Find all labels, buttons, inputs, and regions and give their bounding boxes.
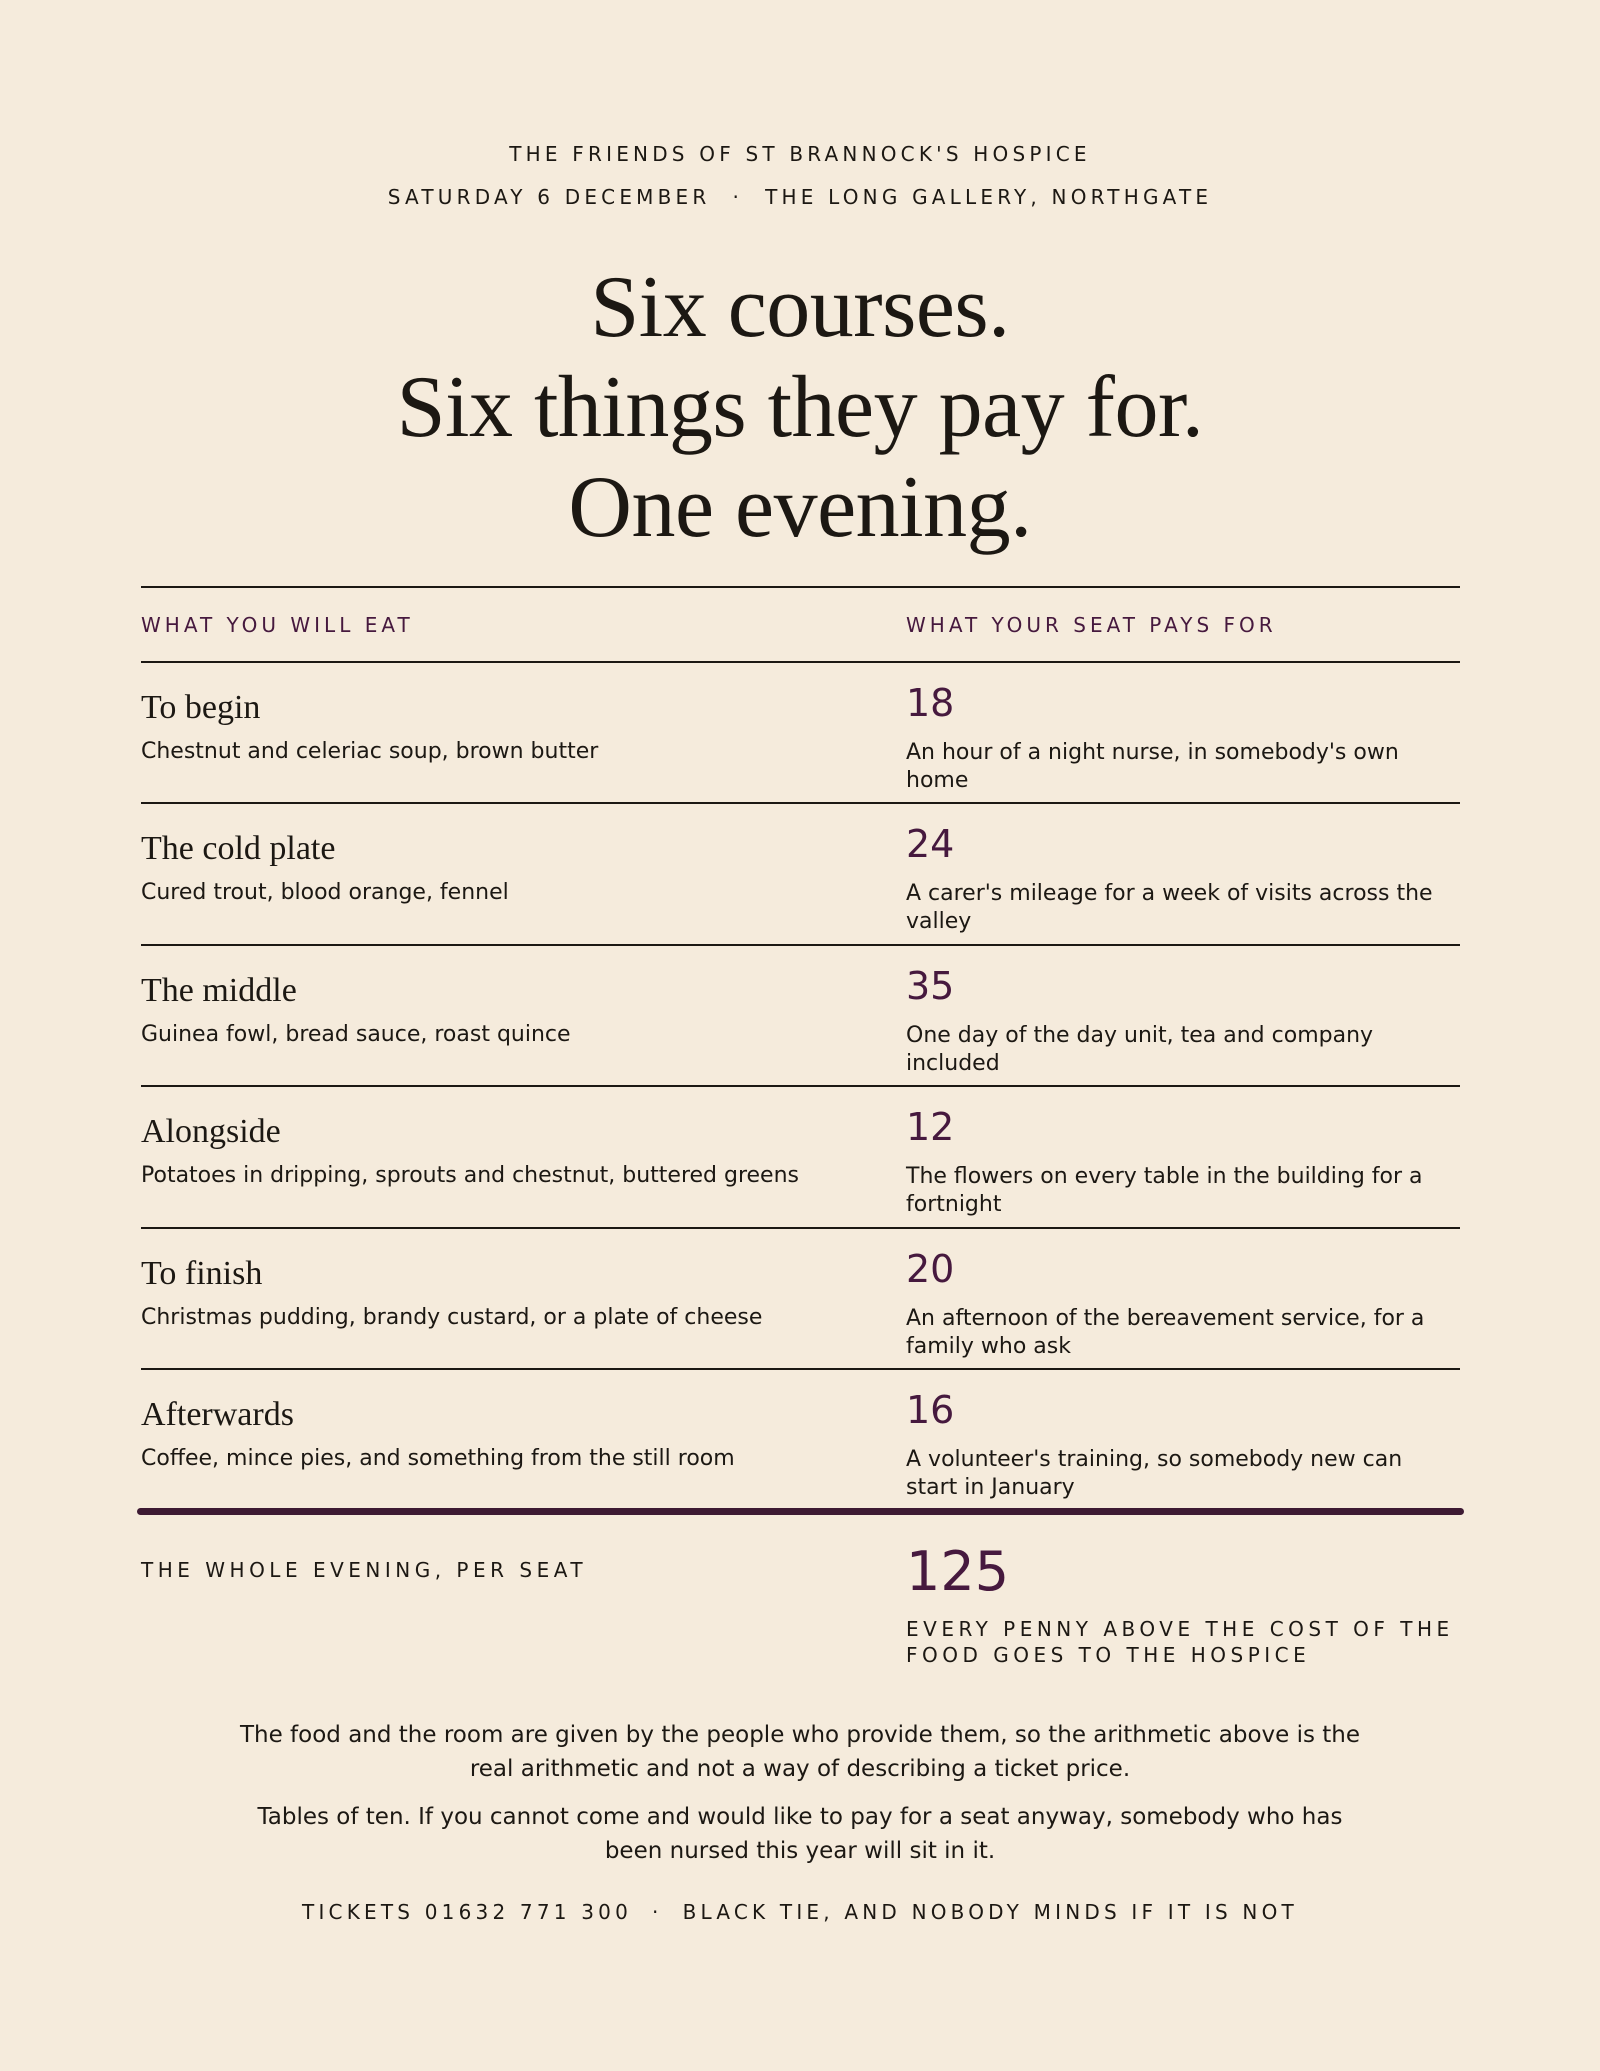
course-amount: 20 bbox=[906, 1247, 955, 1291]
course-row bbox=[141, 946, 1460, 1087]
organisation-name: THE FRIENDS OF ST BRANNOCK'S HOSPICE bbox=[509, 142, 1091, 166]
course-dish: Potatoes in dripping, sprouts and chestnut, buttered greens bbox=[141, 1163, 800, 1188]
course-pays-for: One day of the day unit, tea and company included bbox=[906, 1023, 1374, 1076]
course-row bbox=[141, 1370, 1460, 1511]
course-dish: Christmas pudding, brandy custard, or a plate of cheese bbox=[141, 1305, 763, 1330]
course-row bbox=[141, 663, 1460, 804]
headline-line-3: One evening. bbox=[568, 459, 1032, 556]
course-dish: Coffee, mince pies, and something from the still room bbox=[141, 1446, 735, 1471]
tables-paragraph: Tables of ten. If you cannot come and would like to pay for a seat anyway, somebody who has been nursed this year will sit in it. bbox=[257, 1804, 1343, 1864]
course-amount: 16 bbox=[906, 1388, 955, 1432]
course-row bbox=[141, 1229, 1460, 1370]
course-pays-for: The flowers on every table in the building for a fortnight bbox=[906, 1164, 1423, 1217]
header-separator: · bbox=[732, 185, 744, 209]
course-amount: 18 bbox=[906, 681, 955, 725]
column-heading-eat: WHAT YOU WILL EAT bbox=[141, 613, 414, 637]
event-venue: THE LONG GALLERY, NORTHGATE bbox=[765, 185, 1213, 209]
course-dish: Guinea fowl, bread sauce, roast quince bbox=[141, 1022, 571, 1047]
total-amount: 125 bbox=[906, 1540, 1010, 1603]
course-row bbox=[141, 1087, 1460, 1228]
course-name: The middle bbox=[141, 972, 297, 1009]
course-name: To finish bbox=[141, 1255, 263, 1292]
explanation-paragraph: The food and the room are given by the people who provide them, so the arithmetic above is the real arithmetic and not a way of describing a ticket price. bbox=[239, 1722, 1361, 1782]
headline-line-2: Six things they pay for. bbox=[396, 359, 1204, 456]
event-date-venue bbox=[0, 185, 1600, 209]
course-name: Afterwards bbox=[141, 1396, 294, 1433]
course-name: To begin bbox=[141, 689, 261, 726]
divider bbox=[141, 586, 1460, 588]
footer-separator: · bbox=[652, 1900, 663, 1924]
course-dish: Chestnut and celeriac soup, brown butter bbox=[141, 739, 599, 764]
headline bbox=[0, 258, 1600, 558]
course-pays-for: A volunteer's training, so somebody new can start in January bbox=[906, 1447, 1403, 1500]
total-divider bbox=[137, 1508, 1464, 1515]
course-pays-for: An afternoon of the bereavement service, for a family who ask bbox=[906, 1306, 1425, 1359]
course-name: Alongside bbox=[141, 1113, 281, 1150]
course-dish: Cured trout, blood orange, fennel bbox=[141, 880, 509, 905]
tickets-line: TICKETS 01632 771 300 bbox=[302, 1900, 633, 1924]
total-label: THE WHOLE EVENING, PER SEAT bbox=[141, 1558, 588, 1582]
headline-line-1: Six courses. bbox=[590, 259, 1010, 356]
course-pays-for: An hour of a night nurse, in somebody's own home bbox=[906, 740, 1399, 793]
course-name: The cold plate bbox=[141, 830, 336, 867]
total-note: EVERY PENNY ABOVE THE COST OF THE FOOD GOES TO THE HOSPICE bbox=[906, 1617, 1454, 1667]
dress-code: BLACK TIE, AND NOBODY MINDS IF IT IS NOT bbox=[682, 1900, 1298, 1924]
footer bbox=[0, 1900, 1600, 1924]
course-amount: 24 bbox=[906, 822, 955, 866]
course-pays-for: A carer's mileage for a week of visits across the valley bbox=[906, 881, 1433, 934]
course-amount: 35 bbox=[906, 964, 955, 1008]
course-amount: 12 bbox=[906, 1105, 955, 1149]
event-date: SATURDAY 6 DECEMBER bbox=[387, 185, 711, 209]
column-heading-pays: WHAT YOUR SEAT PAYS FOR bbox=[906, 613, 1277, 637]
course-row bbox=[141, 804, 1460, 945]
